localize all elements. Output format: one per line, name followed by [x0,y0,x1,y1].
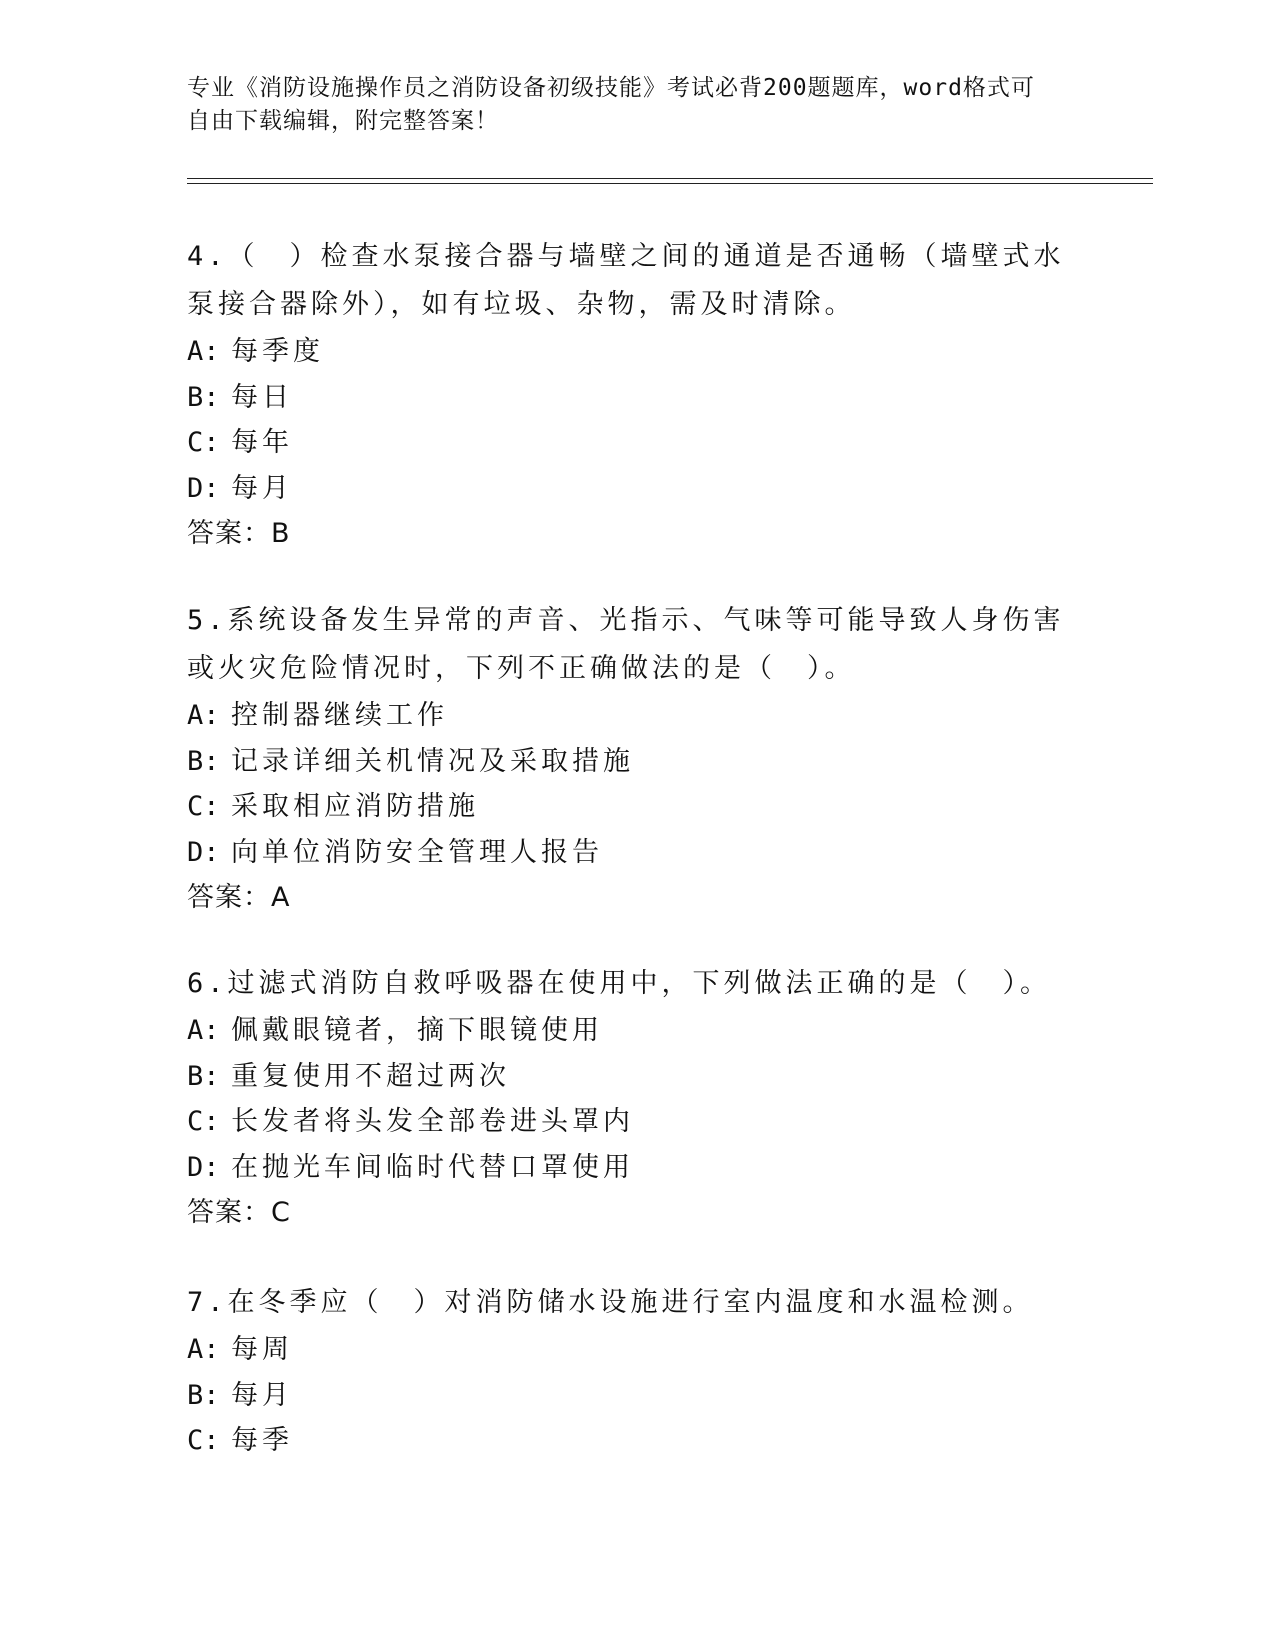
option-letter: A: [187,1334,220,1365]
option-letter: B: [187,381,220,413]
option-d [187,1145,1067,1191]
option-text: 每季度 [231,336,324,367]
option-text: 每周 [231,1334,293,1365]
option-a [187,329,1067,375]
option-text: 每日 [231,381,293,413]
option-letter: C: [187,427,220,458]
question-7 [187,1279,1067,1464]
option-text: 重复使用不超过两次 [231,1060,510,1092]
header-divider-top [187,178,1153,179]
question-stem: 7.在冬季应（ ）对消防储水设施进行室内温度和水温检测。 [187,1287,1034,1318]
option-text: 向单位消防安全管理人报告 [231,836,603,868]
question-stem: 5.系统设备发生异常的声音、光指示、气味等可能导致人身伤害或火灾危险情况时，下列不正确做法的是（ ）。 [187,605,1065,684]
answer-line: 答案：A [187,882,291,913]
option-a [187,1327,1067,1373]
option-c [187,1418,1067,1464]
option-letter: B: [187,1379,220,1411]
option-text: 佩戴眼镜者，摘下眼镜使用 [231,1015,603,1046]
option-letter: A: [187,700,220,731]
option-text: 控制器继续工作 [231,700,448,731]
option-letter: D: [187,1151,220,1183]
header-title-line-1: 专业《消防设施操作员之消防设备初级技能》考试必背200题题库，word格式可 [187,75,1035,101]
option-text: 记录详细关机情况及采取措施 [231,745,634,777]
option-c [187,420,1067,466]
question-stem: 4.（ ）检查水泵接合器与墙壁之间的通道是否通畅（墙壁式水泵接合器除外），如有垃圾、杂物，需及时清除。 [187,241,1065,320]
option-b [187,739,1067,785]
option-letter: D: [187,472,220,504]
option-letter: C: [187,791,220,822]
option-letter: D: [187,836,220,868]
answer-line: 答案：B [187,518,291,549]
question-stem: 6.过滤式消防自救呼吸器在使用中，下列做法正确的是（ ）。 [187,968,1052,999]
option-text: 长发者将头发全部卷进头罩内 [231,1106,634,1137]
option-a [187,1008,1067,1054]
option-letter: A: [187,1015,220,1046]
option-b [187,1373,1067,1419]
option-b [187,375,1067,421]
header-divider-bottom [187,183,1153,184]
option-text: 每月 [231,472,293,504]
option-letter: A: [187,336,220,367]
option-text: 每季 [231,1425,293,1456]
option-d [187,830,1067,876]
option-text: 每月 [231,1379,293,1411]
option-letter: C: [187,1106,220,1137]
option-text: 每年 [231,427,293,458]
option-letter: C: [187,1425,220,1456]
option-letter: B: [187,1060,220,1092]
option-text: 采取相应消防措施 [231,791,479,822]
option-b [187,1054,1067,1100]
option-text: 在抛光车间临时代替口罩使用 [231,1151,634,1183]
option-letter: B: [187,745,220,777]
header-title-line-2: 自由下载编辑，附完整答案！ [187,108,499,134]
question-5 [187,597,1067,921]
option-d [187,466,1067,512]
option-c [187,1099,1067,1145]
document-header [187,72,1067,138]
answer-line: 答案：C [187,1197,291,1228]
option-a [187,693,1067,739]
question-6 [187,960,1067,1236]
question-4 [187,233,1067,557]
option-c [187,784,1067,830]
